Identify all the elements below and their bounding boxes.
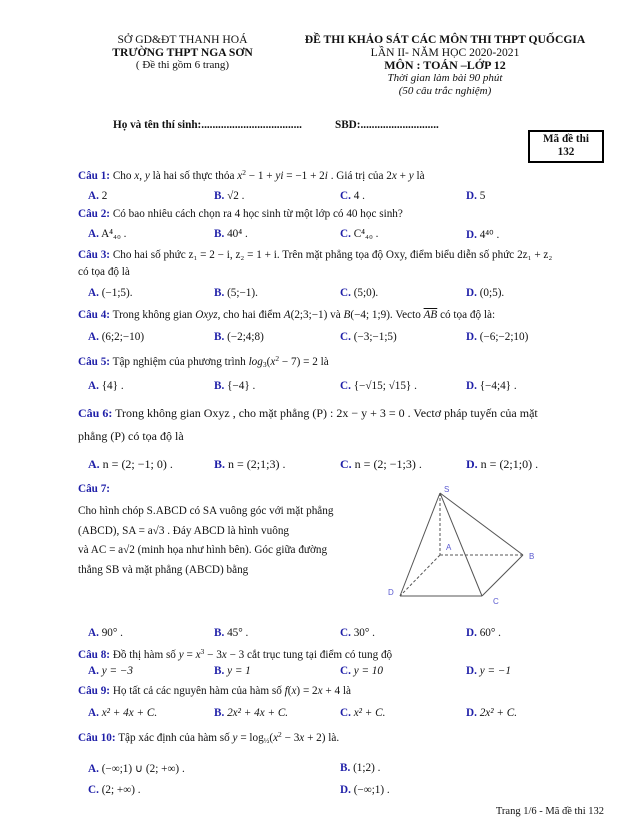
question-text: Cho hai số phức z₁ = 2 − i, z₂ = 1 + i. Trên mặt phẳng tọa độ Oxy, điểm biểu diễn số phức 2z₁ + z₂ [112,249,553,261]
edge-cb [482,555,523,596]
option-a[interactable]: A. (−∞;1) ∪ (2; +∞) . [88,763,185,775]
option-d[interactable]: D. n = (2;1;0) . [466,457,539,471]
exam-code-label: Mã đề thi [543,133,589,145]
option-a[interactable]: A. 2 [88,190,108,202]
question-6 [78,406,538,421]
page-count-note: ( Đề thi gồm 6 trang) [135,59,230,71]
exam-question-count: (50 câu trắc nghiệm) [398,85,492,97]
question-5 [78,354,329,369]
option-d[interactable]: D. 60° . [466,627,501,639]
option-b[interactable]: B. (−2;4;8) [214,331,264,343]
candidate-name-field: Họ và tên thí sinh:.................................... [113,119,302,131]
option-a[interactable]: A. 90° . [88,627,123,639]
question-text: Trong không gian Oxyz, cho hai điểm A(2;3;−1) và B(−4; 1;9). Vecto $\overline{AB}$ có tọa độ là: [112,309,496,321]
school-name: TRƯỜNG THPT NGA SƠN [112,46,253,59]
question-label: Câu 2: [78,208,111,220]
option-a[interactable]: A. y = −3 [88,665,133,677]
label-b: B [529,552,535,561]
label-s: S [444,485,450,494]
option-c[interactable]: C. x² + C. [340,707,386,719]
option-b[interactable]: B. 45° . [214,627,249,639]
question-text: Đồ thị hàm số $y = x^3 - 3x - 3$ cắt trục tung tại điểm có tung độ [112,647,393,661]
exam-code-value: 132 [557,146,575,158]
exam-round: LẦN II- NĂM HỌC 2020-2021 [370,46,520,59]
question-4-options [88,331,608,345]
option-b[interactable]: B. √2 . [214,190,245,202]
question-label: Câu 10: [78,732,116,744]
question-7-options [88,627,608,641]
question-label: Câu 5: [78,356,111,368]
option-d[interactable]: D. 2x² + C. [466,707,518,719]
option-b[interactable]: B. y = 1 [214,665,251,677]
option-c[interactable]: C. n = (2; −1;3) . [340,457,422,471]
option-a[interactable]: A. n = (2; −1; 0) . [88,457,173,471]
school-header [80,33,285,72]
option-c[interactable]: C. 4 . [340,190,365,202]
question-10-options-row1 [88,762,608,776]
question-2 [78,208,403,220]
question-7-text: Cho hình chóp S.ABCD có SA vuông góc với mặt phẳng (ABCD), SA = a√3 . Đáy ABCD là hình vuông và AC = a√2 (minh họa như hình bên). Góc giữa đường thẳng SB và mặt phẳng (ABCD) bằng [78,505,334,576]
option-b[interactable]: B. 40⁴ . [214,228,248,240]
question-8-options [88,665,608,679]
question-text: Tập xác định của hàm số $y = \log_{\frac{1}{2}}(x^2 - 3x + 2)$ là. [118,730,340,745]
option-b[interactable]: B. (5;−1). [214,287,258,299]
question-label: Câu 6: [78,406,113,420]
question-text: Cho x, y là hai số thực thỏa $x^2 - 1$ + yi = −1 + 2i . Giá trị của 2x + y là [112,168,425,182]
question-text: Tập nghiệm của phương trình $\log_3(x^2 - 7) = 2$ là [112,354,329,369]
option-a[interactable]: A. (6;2;−10) [88,331,145,343]
edge-sd [400,493,440,596]
page-footer: Trang 1/6 - Mã đề thi 132 [495,806,604,817]
option-b[interactable]: B. n = (2;1;3) . [214,457,286,471]
question-10 [78,730,339,745]
question-label: Câu 8: [78,649,111,661]
exam-subject: MÔN : TOÁN –LỚP 12 [384,58,506,72]
option-d[interactable]: D. {−4;4} . [466,380,517,392]
question-4 [78,309,495,321]
option-d[interactable]: D. 4⁴⁰ . [466,229,500,241]
option-a[interactable]: A. x² + 4x + C. [88,707,158,719]
question-1-options [88,190,608,204]
exam-code-box [528,130,604,163]
pyramid-figure [380,470,580,620]
option-a[interactable]: A. (−1;5). [88,287,133,299]
question-text: Trong không gian Oxyz , cho mặt phẳng (P) : 2x − y + 3 = 0 . Vectơ pháp tuyến của mặt [115,406,538,420]
question-7 [78,483,110,495]
option-d[interactable]: D. (−6;−2;10) [466,331,529,343]
question-label: Câu 3: [78,249,111,261]
question-label: Câu 9: [78,685,111,697]
department-name: SỞ GD&ĐT THANH HOÁ [117,33,248,46]
option-b[interactable]: B. {−4} . [214,380,256,392]
question-9 [78,685,351,697]
question-9-options [88,707,608,721]
option-a[interactable]: A. A⁴₄₀ . [88,228,127,240]
option-d[interactable]: D. 5 [466,190,486,202]
option-c[interactable]: C. (−3;−1;5) [340,331,397,343]
option-c[interactable]: C. (5;0). [340,287,379,299]
option-c[interactable]: C. (2; +∞) . [88,784,141,796]
question-3-continued: có tọa độ là [78,266,130,278]
option-b[interactable]: B. (1;2) . [340,762,381,774]
exam-duration: Thời gian làm bài 90 phút [387,72,503,84]
option-d[interactable]: D. (−∞;1) . [340,784,390,796]
option-b[interactable]: B. 2x² + 4x + C. [214,707,289,719]
question-10-options-row2 [88,784,608,798]
label-c: C [493,597,499,606]
question-text: Có bao nhiêu cách chọn ra 4 học sinh từ một lớp có 40 học sinh? [112,208,403,220]
question-label: Câu 1: [78,170,111,182]
option-d[interactable]: D. y = −1 [466,665,511,677]
option-c[interactable]: C. {−√15; √15} . [340,380,417,392]
edge-ad [400,555,440,596]
question-6-options [88,457,608,471]
option-d[interactable]: D. (0;5). [466,287,505,299]
option-a[interactable]: A. {4} . [88,380,124,392]
label-a: A [446,543,452,552]
question-3 [78,249,552,261]
option-c[interactable]: C. C⁴₄₀ . [340,228,379,240]
question-label: Câu 4: [78,309,111,321]
label-d: D [388,588,394,597]
question-6-continued: phẳng (P) có tọa độ là [78,429,184,443]
question-3-options [88,287,608,301]
question-8 [78,647,392,661]
exam-title: ĐỀ THI KHẢO SÁT CÁC MÔN THI THPT QUỐCGIA [304,33,586,46]
option-c[interactable]: C. y = 10 [340,665,383,677]
option-c[interactable]: C. 30° . [340,627,375,639]
question-1 [78,168,425,182]
exam-header [285,33,605,98]
question-text: Họ tất cả các nguyên hàm của hàm số f(x) = 2x + 4 là [112,685,351,697]
question-5-options [88,380,608,394]
candidate-sbd-field: SBD:............................ [335,119,439,131]
question-2-options [88,228,608,242]
question-label: Câu 7: [78,483,111,495]
